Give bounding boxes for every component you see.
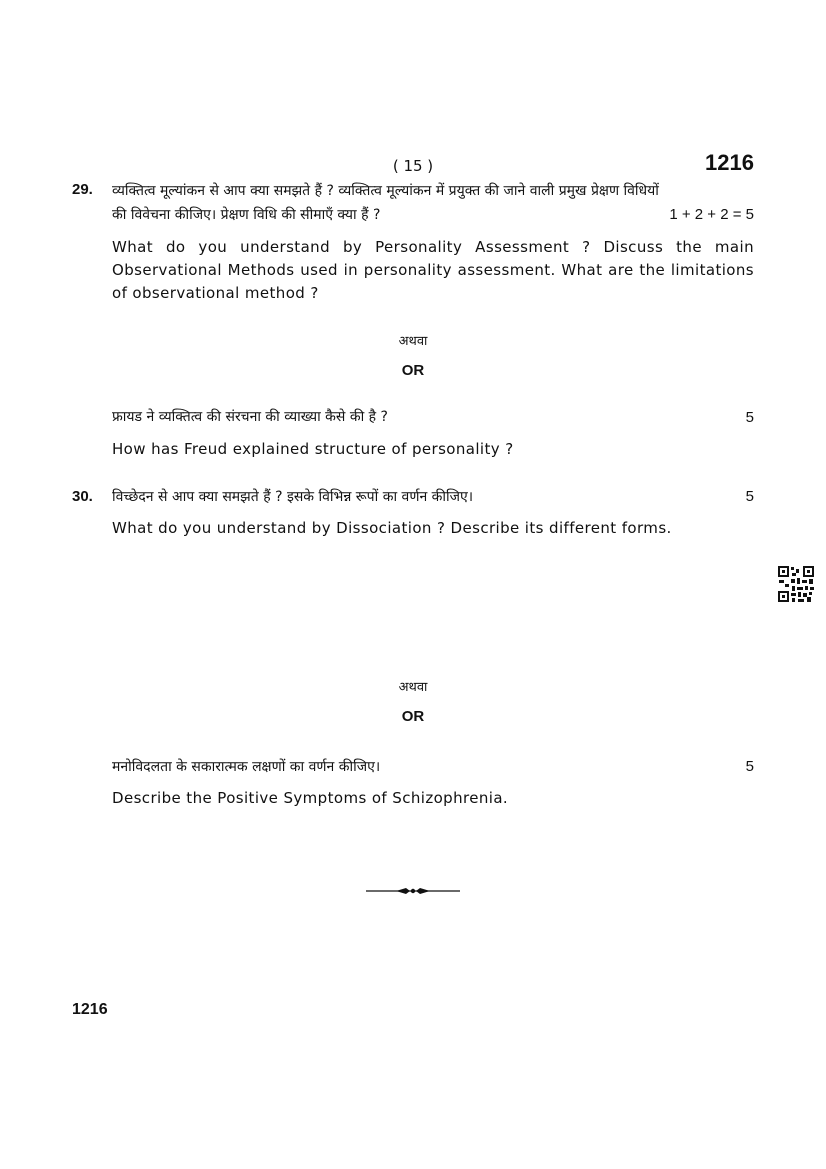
q30-hindi: विच्छेदन से आप क्या समझते हैं ? इसके विभिन्न रूपों का वर्णन कीजिए। [112,489,474,505]
or-hindi: अथवा [398,334,428,349]
q30-alt-english: Describe the Positive Symptoms of Schizophrenia. [112,789,509,807]
q30-marks: 5 [745,488,754,505]
paper-code-top: 1216 [705,150,754,175]
or-hindi-2: अथवा [398,680,428,695]
q29-alt-hindi: फ्रायड ने व्यक्तित्व की संरचना की व्याख्या कैसे की है ? [112,409,388,425]
q29-english: What do you understand by Personality Assessment ? Discuss the main Observational Methods used in personality assessment. What are the limitations of observational method ? [112,238,754,302]
question-number-30: 30. [72,488,93,505]
q30-alt-hindi: मनोविदलता के सकारात्मक लक्षणों का वर्णन कीजिए। [112,759,381,775]
q29-alt-marks: 5 [745,409,754,426]
page-number: ( 15 ) [392,157,434,175]
q30-english: What do you understand by Dissociation ? Describe its different forms. [112,519,672,537]
end-ornament-icon [366,884,460,898]
qr-code-icon [777,565,815,603]
q29-alt-english: How has Freud explained structure of personality ? [112,440,514,458]
q29-hindi-line2: की विवेचना कीजिए। प्रेक्षण विधि की सीमाएँ क्या हैं ? [112,207,381,223]
or-english: OR [401,362,425,379]
q30-alt-marks: 5 [745,758,754,775]
question-number-29: 29. [72,181,93,198]
q29-hindi-line1: व्यक्तित्व मूल्यांकन से आप क्या समझते हैं ? व्यक्तित्व मूल्यांकन में प्रयुक्त की जाने वाली प्रमुख प्रेक्षण विधियों [112,183,659,199]
q29-marks: 1 + 2 + 2 = 5 [669,206,754,223]
paper-code-bottom: 1216 [72,1001,108,1018]
or-english-2: OR [401,708,425,725]
